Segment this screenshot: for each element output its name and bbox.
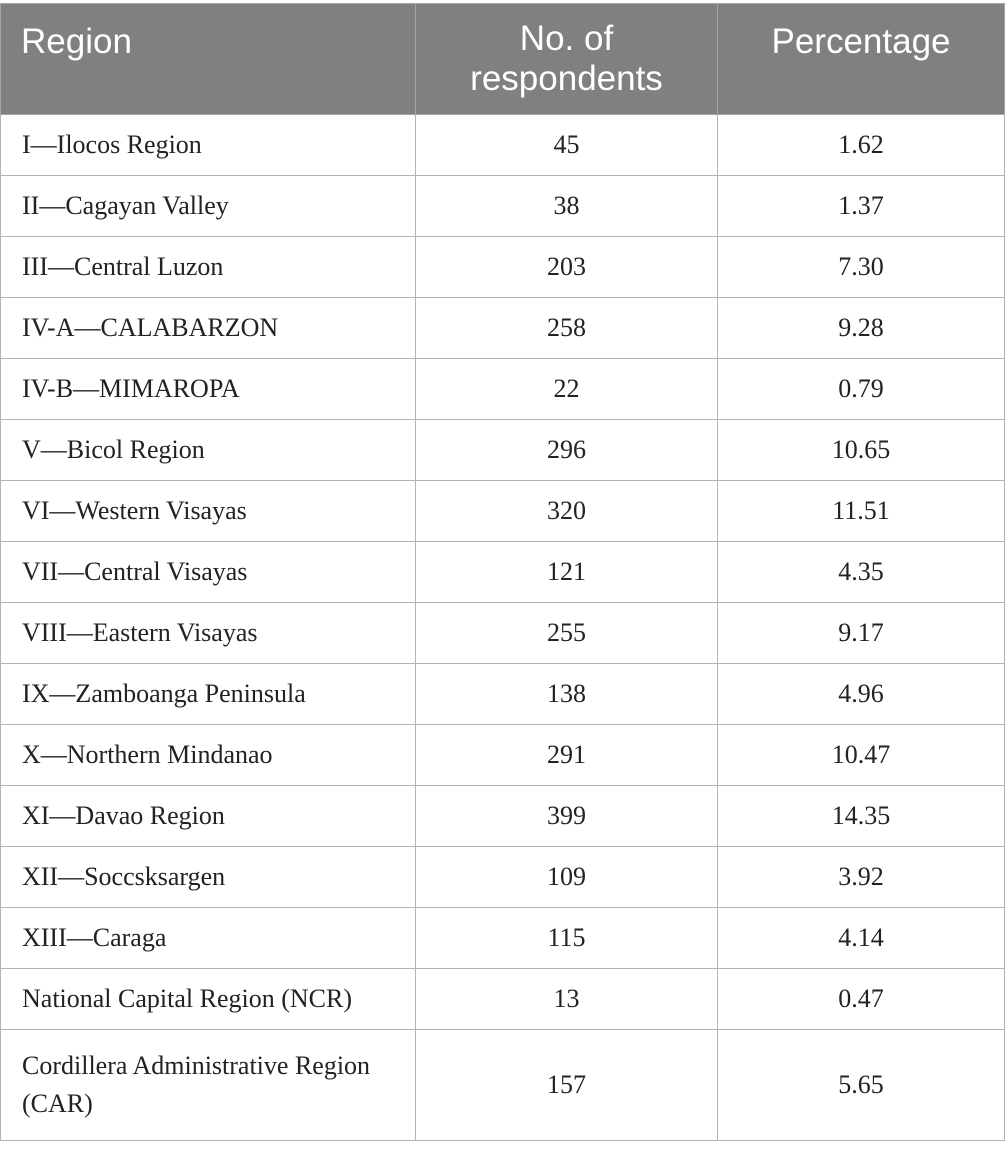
cell-respondents: 296 — [416, 420, 718, 481]
cell-region: VII—Central Visayas — [1, 542, 416, 603]
cell-region: IV-A—CALABARZON — [1, 298, 416, 359]
cell-percentage: 4.35 — [718, 542, 1005, 603]
cell-respondents: 399 — [416, 786, 718, 847]
table-row — [1, 542, 1005, 603]
cell-percentage: 10.47 — [718, 725, 1005, 786]
table-row — [1, 847, 1005, 908]
cell-respondents: 121 — [416, 542, 718, 603]
cell-respondents: 38 — [416, 176, 718, 237]
cell-percentage: 0.79 — [718, 359, 1005, 420]
cell-region: Cordillera Administrative Region (CAR) — [1, 1030, 416, 1141]
cell-respondents: 138 — [416, 664, 718, 725]
table-row — [1, 298, 1005, 359]
table-header — [1, 4, 1005, 115]
cell-respondents: 109 — [416, 847, 718, 908]
cell-percentage: 9.28 — [718, 298, 1005, 359]
table-row — [1, 786, 1005, 847]
cell-percentage: 1.62 — [718, 115, 1005, 176]
header-percentage: Percentage — [718, 4, 1005, 115]
cell-percentage: 0.47 — [718, 969, 1005, 1030]
header-region: Region — [1, 4, 416, 115]
cell-region: XII—Soccsksargen — [1, 847, 416, 908]
cell-region: II—Cagayan Valley — [1, 176, 416, 237]
cell-respondents: 13 — [416, 969, 718, 1030]
cell-region: I—Ilocos Region — [1, 115, 416, 176]
cell-respondents: 22 — [416, 359, 718, 420]
table-row — [1, 908, 1005, 969]
table-body — [1, 115, 1005, 1141]
cell-percentage: 1.37 — [718, 176, 1005, 237]
cell-region: V—Bicol Region — [1, 420, 416, 481]
cell-region: X—Northern Mindanao — [1, 725, 416, 786]
cell-percentage: 4.96 — [718, 664, 1005, 725]
cell-respondents: 115 — [416, 908, 718, 969]
cell-region: VIII—Eastern Visayas — [1, 603, 416, 664]
cell-respondents: 45 — [416, 115, 718, 176]
table-row — [1, 359, 1005, 420]
cell-respondents: 320 — [416, 481, 718, 542]
cell-region: XIII—Caraga — [1, 908, 416, 969]
table-row — [1, 664, 1005, 725]
cell-respondents: 203 — [416, 237, 718, 298]
cell-percentage: 9.17 — [718, 603, 1005, 664]
respondents-by-region-table-container — [0, 3, 1004, 1141]
table-row — [1, 1030, 1005, 1141]
cell-region: III—Central Luzon — [1, 237, 416, 298]
cell-respondents: 258 — [416, 298, 718, 359]
table-row — [1, 603, 1005, 664]
table-row — [1, 115, 1005, 176]
cell-percentage: 14.35 — [718, 786, 1005, 847]
cell-percentage: 10.65 — [718, 420, 1005, 481]
cell-region: National Capital Region (NCR) — [1, 969, 416, 1030]
table-row — [1, 420, 1005, 481]
header-respondents: No. of respondents — [416, 4, 718, 115]
cell-percentage: 3.92 — [718, 847, 1005, 908]
table-row — [1, 725, 1005, 786]
cell-respondents: 291 — [416, 725, 718, 786]
respondents-by-region-table — [0, 3, 1005, 1141]
table-row — [1, 176, 1005, 237]
cell-percentage: 11.51 — [718, 481, 1005, 542]
cell-region: XI—Davao Region — [1, 786, 416, 847]
cell-region: IX—Zamboanga Peninsula — [1, 664, 416, 725]
header-row — [1, 4, 1005, 115]
cell-percentage: 7.30 — [718, 237, 1005, 298]
cell-region: VI—Western Visayas — [1, 481, 416, 542]
table-row — [1, 969, 1005, 1030]
table-row — [1, 481, 1005, 542]
table-row — [1, 237, 1005, 298]
cell-region: IV-B—MIMAROPA — [1, 359, 416, 420]
cell-respondents: 255 — [416, 603, 718, 664]
cell-percentage: 4.14 — [718, 908, 1005, 969]
cell-percentage: 5.65 — [718, 1030, 1005, 1141]
cell-respondents: 157 — [416, 1030, 718, 1141]
